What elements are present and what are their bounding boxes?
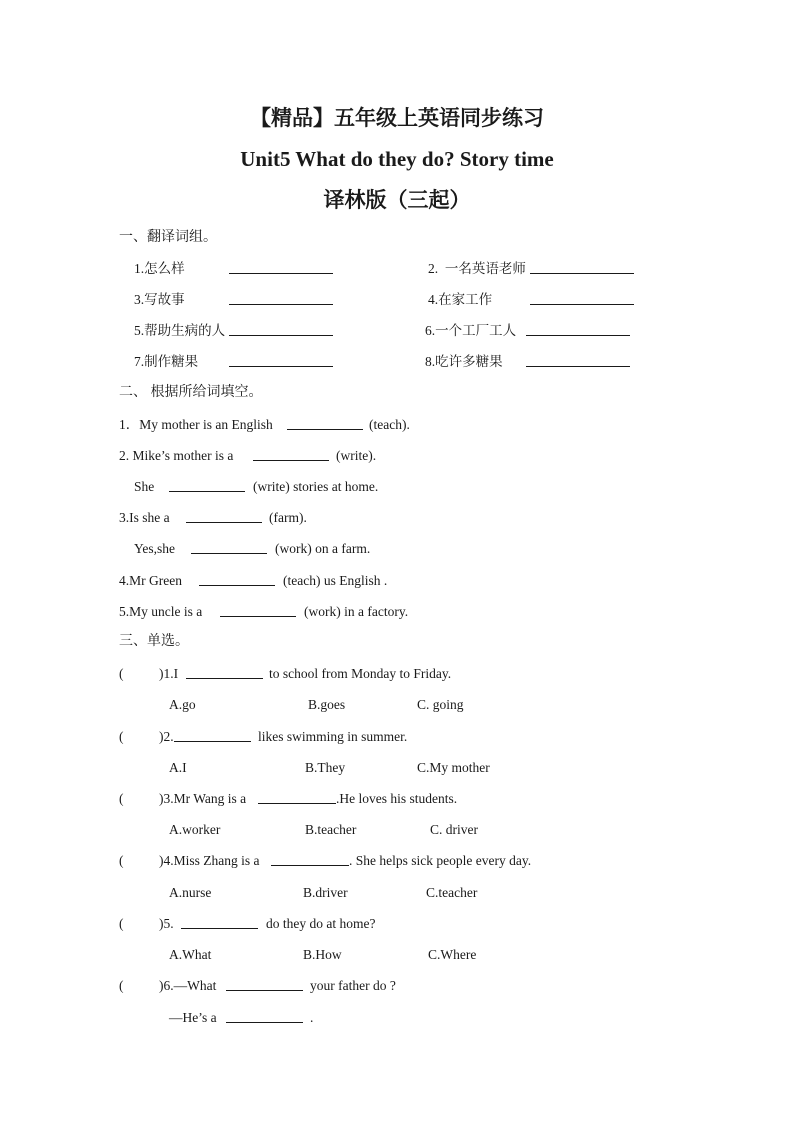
question-hint: (farm).	[269, 510, 307, 525]
answer-blank[interactable]	[174, 729, 251, 746]
question-text: .He loves his students.	[336, 791, 458, 806]
answer-blank[interactable]	[229, 323, 333, 340]
answer-paren: (	[119, 978, 124, 993]
question-text: do they do at home?	[266, 916, 376, 931]
question-text: )4.Miss Zhang is a	[159, 853, 260, 868]
question-text: 2. Mike’s mother is a	[119, 448, 234, 463]
phrase-item: 6.一个工厂工人	[425, 323, 517, 338]
option-c[interactable]: C. going	[417, 697, 464, 712]
answer-blank[interactable]	[169, 479, 245, 496]
phrase-item: 1.怎么样	[134, 261, 185, 276]
unit-subtitle: Unit5 What do they do? Story time	[240, 147, 554, 171]
answer-blank[interactable]	[229, 354, 333, 371]
question-hint: (write) stories at home.	[253, 479, 379, 494]
answer-blank[interactable]	[253, 448, 329, 465]
answer-blank[interactable]	[526, 354, 630, 371]
answer-paren: (	[119, 853, 124, 868]
answer-blank[interactable]	[271, 853, 349, 870]
question-text: She	[134, 479, 155, 494]
phrase-item: 4.在家工作	[428, 292, 493, 307]
phrase-item: 5.帮助生病的人	[134, 323, 226, 338]
answer-blank[interactable]	[199, 573, 275, 590]
option-c[interactable]: C. driver	[430, 822, 478, 837]
question-text: likes swimming in summer.	[258, 729, 408, 744]
option-b[interactable]: B.teacher	[305, 822, 357, 837]
option-a[interactable]: A.nurse	[169, 885, 212, 900]
option-b[interactable]: B.They	[305, 760, 346, 775]
answer-paren: (	[119, 729, 124, 744]
option-a[interactable]: A.worker	[169, 822, 221, 837]
section3-heading: 三、单选。	[119, 634, 189, 649]
answer-paren: (	[119, 666, 124, 681]
question-text: )5.	[159, 916, 174, 931]
phrase-item: 7.制作糖果	[134, 354, 199, 369]
answer-blank[interactable]	[530, 292, 634, 309]
question-text: Yes,she	[134, 541, 176, 556]
edition-label: 译林版（三起）	[323, 188, 471, 212]
option-a[interactable]: A.go	[169, 697, 196, 712]
question-text: .	[310, 1010, 314, 1025]
option-c[interactable]: C.teacher	[426, 885, 478, 900]
question-hint: (write).	[336, 448, 377, 463]
option-c[interactable]: C.Where	[428, 947, 477, 962]
answer-blank[interactable]	[186, 666, 263, 683]
question-text: )6.—What	[159, 978, 217, 993]
question-text: 4.Mr Green	[119, 573, 182, 588]
answer-blank[interactable]	[258, 791, 336, 808]
section1-heading: 一、翻译词组。	[119, 230, 217, 245]
answer-blank[interactable]	[530, 261, 634, 278]
question-hint: (teach) us English .	[283, 573, 388, 588]
question-text: —He’s a	[169, 1010, 217, 1025]
answer-blank[interactable]	[287, 417, 363, 434]
answer-blank[interactable]	[526, 323, 630, 340]
question-text: your father do ?	[310, 978, 396, 993]
option-b[interactable]: B.How	[303, 947, 342, 962]
phrase-item: 3.写故事	[134, 292, 185, 307]
option-a[interactable]: A.I	[169, 760, 187, 775]
question-text: )1.I	[159, 666, 179, 681]
question-text: 1．My mother is an English	[119, 417, 273, 432]
answer-blank[interactable]	[229, 292, 333, 309]
answer-blank[interactable]	[186, 510, 262, 527]
question-text: 3.Is she a	[119, 510, 170, 525]
answer-blank[interactable]	[226, 978, 303, 995]
answer-blank[interactable]	[191, 541, 267, 558]
answer-blank[interactable]	[220, 604, 296, 621]
section2-heading: 二、 根据所给词填空。	[119, 385, 263, 400]
question-hint: (work) in a factory.	[304, 604, 409, 619]
question-text: . She helps sick people every day.	[349, 853, 532, 868]
question-hint: (work) on a farm.	[275, 541, 371, 556]
question-hint: (teach).	[369, 417, 410, 432]
question-text: 5.My uncle is a	[119, 604, 203, 619]
question-text: )3.Mr Wang is a	[159, 791, 247, 806]
option-b[interactable]: B.driver	[303, 885, 348, 900]
answer-paren: (	[119, 791, 124, 806]
option-c[interactable]: C.My mother	[417, 760, 490, 775]
phrase-item: 2. 一名英语老师	[428, 261, 526, 276]
answer-paren: (	[119, 916, 124, 931]
answer-blank[interactable]	[181, 916, 258, 933]
option-a[interactable]: A.What	[169, 947, 212, 962]
option-b[interactable]: B.goes	[308, 697, 346, 712]
page-title: 【精品】五年级上英语同步练习	[250, 106, 544, 130]
question-text: to school from Monday to Friday.	[269, 666, 452, 681]
phrase-item: 8.吃许多糖果	[425, 354, 503, 369]
question-text: )2.	[159, 729, 174, 744]
answer-blank[interactable]	[226, 1010, 303, 1027]
answer-blank[interactable]	[229, 261, 333, 278]
